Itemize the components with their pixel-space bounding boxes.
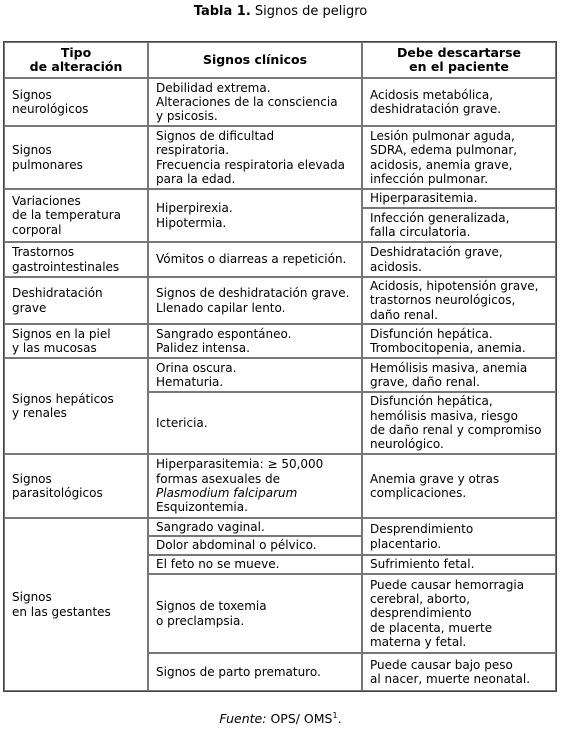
ruleout-gestantes-5: Puede causar bajo peso al nacer, muerte neonatal.	[362, 653, 556, 691]
caption-label: Tabla 1.	[193, 4, 251, 19]
ruleout-hepaticos-1: Hemólisis masiva, anemia grave, daño renal.	[362, 358, 556, 392]
type-temperatura: Variaciones de la temperatura corporal	[4, 189, 148, 242]
danger-signs-table	[3, 41, 557, 692]
ruleout-gestantes-4: Puede causar hemorragia cerebral, aborto, desprendimiento de placenta, muerte materna y fetal.	[362, 574, 556, 653]
signs-gestantes-1: Sangrado vaginal.	[148, 518, 362, 536]
signs-parasitologicos	[148, 454, 362, 518]
type-deshidratacion: Deshidratación grave	[4, 277, 148, 324]
signs-neurologicos: Debilidad extrema. Alteraciones de la consciencia y psicosis.	[148, 78, 362, 126]
source-text: OPS/ OMS	[270, 711, 333, 726]
signs-gestantes-2: Dolor abdominal o pélvico.	[148, 536, 362, 555]
type-neurologicos: Signos neurológicos	[4, 78, 148, 126]
header-descartar: Debe descartarse en el paciente	[362, 42, 556, 78]
ruleout-gastrointestinales: Deshidratación grave, acidosis.	[362, 242, 556, 277]
signs-hepaticos-2: Ictericia.	[148, 392, 362, 454]
signs-deshidratacion: Signos de deshidratación grave. Llenado capilar lento.	[148, 277, 362, 324]
signs-hepaticos-1: Orina oscura. Hematuria.	[148, 358, 362, 392]
signs-gestantes-4: Signos de toxemia o preclampsia.	[148, 574, 362, 653]
ruleout-temperatura-1: Hiperparasitemia.	[362, 189, 556, 208]
source-end: .	[337, 711, 342, 726]
signs-piel: Sangrado espontáneo. Palidez intensa.	[148, 324, 362, 358]
caption-title: Signos de peligro	[254, 4, 368, 19]
source-label: Fuente:	[219, 711, 267, 726]
header-signos: Signos clínicos	[148, 42, 362, 78]
type-piel: Signos en la piel y las mucosas	[4, 324, 148, 358]
signs-temperatura: Hiperpirexia. Hipotermia.	[148, 189, 362, 242]
type-hepaticos: Signos hepáticos y renales	[4, 358, 148, 454]
signs-pulmonares: Signos de dificultad respiratoria. Frecuencia respiratoria elevada para la edad.	[148, 126, 362, 189]
signs-parasitologicos-a: Hiperparasitemia: ≥ 50,000 formas asexuales de	[156, 457, 324, 486]
ruleout-pulmonares: Lesión pulmonar aguda, SDRA, edema pulmonar, acidosis, anemia grave, infección pulmonar.	[362, 126, 556, 189]
ruleout-parasitologicos: Anemia grave y otras complicaciones.	[362, 454, 556, 518]
type-gestantes: Signos en las gestantes	[4, 518, 148, 691]
source-ref: 1	[332, 710, 338, 720]
ruleout-piel: Disfunción hepática. Trombocitopenia, anemia.	[362, 324, 556, 358]
type-parasitologicos: Signos parasitológicos	[4, 454, 148, 518]
signs-gestantes-5: Signos de parto prematuro.	[148, 653, 362, 691]
type-gastrointestinales: Trastornos gastrointestinales	[4, 242, 148, 277]
ruleout-temperatura-2: Infección generalizada, falla circulatoria.	[362, 208, 556, 242]
ruleout-gestantes-12: Desprendimiento placentario.	[362, 518, 556, 555]
signs-gastrointestinales: Vómitos o diarreas a repetición.	[148, 242, 362, 277]
header-tipo: Tipo de alteración	[4, 42, 148, 78]
ruleout-hepaticos-2: Disfunción hepática, hemólisis masiva, riesgo de daño renal y compromiso neurológico.	[362, 392, 556, 454]
ruleout-neurologicos: Acidosis metabólica, deshidratación grave.	[362, 78, 556, 126]
source-note	[0, 711, 561, 726]
ruleout-deshidratacion: Acidosis, hipotensión grave, trastornos neurológicos, daño renal.	[362, 277, 556, 324]
table-caption	[0, 4, 561, 20]
type-pulmonares: Signos pulmonares	[4, 126, 148, 189]
signs-gestantes-3: El feto no se mueve.	[148, 555, 362, 574]
signs-parasitologicos-c: Esquizontemia.	[156, 500, 248, 515]
signs-parasitologicos-species: Plasmodium falciparum	[156, 486, 298, 500]
ruleout-gestantes-3: Sufrimiento fetal.	[362, 555, 556, 574]
